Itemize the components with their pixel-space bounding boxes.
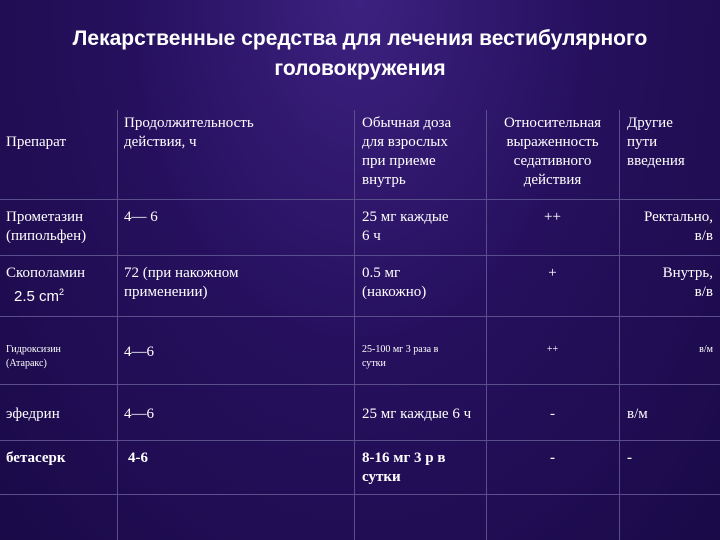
header-routes [627,114,685,171]
header-dose-line: Обычная доза [362,115,452,131]
row-divider [0,384,720,385]
patch-size [6,283,85,306]
row-divider [0,199,720,200]
header-sedation-line: выраженность [506,134,599,150]
title-line-1: Лекарственные средства для лечения вестибулярного [72,27,648,50]
title-line-2: головокружения [274,57,446,80]
row-2-routes [619,264,713,302]
row-3-sedation: ++ [546,344,559,355]
header-dose-line: при приеме [362,153,436,169]
drug-name-line: (Атаракс) [6,358,47,369]
row-3-dose [362,343,438,371]
dose-line: 0.5 мг [362,265,401,281]
row-1-dose [362,208,449,246]
row-divider [0,255,720,256]
row-5-drug: бетасерк [6,450,66,466]
row-5-duration: 4-6 [128,450,148,466]
column-divider [354,110,355,540]
header-dose [362,114,451,190]
dose-line: 6 ч [362,228,381,244]
dose-line: 25-100 мг 3 раза в [362,344,439,355]
row-5-sedation: - [550,450,555,466]
row-divider [0,494,720,495]
header-sedation-line: действия [523,172,582,188]
row-2-drug [6,264,85,306]
row-1-sedation: ++ [544,209,561,225]
row-2-sedation: + [548,265,557,281]
row-2-dose [362,264,426,302]
route-line: Внутрь, [662,265,713,281]
row-5-routes: - [627,450,632,466]
dose-line: сутки [362,469,401,485]
header-dose-line: для взрослых [362,134,448,150]
patch-size-value: 2.5 cm [14,288,60,305]
dose-line: 25 мг каждые [362,209,449,225]
row-divider [0,440,720,441]
header-sedation [486,114,619,190]
row-2-duration [124,264,239,302]
drug-name-line: (пипольфен) [6,228,87,244]
column-divider [619,110,620,540]
dose-line: сутки [362,358,386,369]
row-4-dose: 25 мг каждые 6 ч [362,406,472,422]
dose-line: (накожно) [362,284,427,300]
drug-name-line: Прометазин [6,209,84,225]
row-1-routes [619,208,713,246]
row-4-routes: в/м [627,406,648,422]
header-drug: Препарат [6,134,66,150]
duration-line: 72 (при накожном [124,265,239,281]
header-sedation-line: седативного [513,153,592,169]
drug-name-line: Гидроксизин [6,344,61,355]
route-line: Ректально, [643,209,713,225]
row-3-routes: в/м [699,344,713,355]
column-divider [117,110,118,540]
row-3-drug [6,343,61,371]
header-routes-line: Другие [627,115,673,131]
row-5-dose [362,449,445,487]
row-4-duration: 4—6 [124,406,154,422]
row-4-drug: эфедрин [6,406,60,422]
patch-size-exponent: 2 [59,287,65,297]
row-divider [0,316,720,317]
header-duration-line: Продолжительность [124,115,254,131]
row-1-duration: 4— 6 [124,209,158,225]
header-routes-line: введения [627,153,685,169]
header-duration [124,114,254,152]
route-line: в/в [694,284,713,300]
drug-name-line: Скополамин [6,265,86,281]
row-3-duration: 4—6 [124,344,154,360]
dose-line: 8-16 мг 3 р в [362,450,446,466]
duration-line: применении) [124,284,208,300]
row-1-drug [6,208,86,246]
header-duration-line: действия, ч [124,134,197,150]
header-sedation-line: Относительная [503,115,602,131]
header-routes-line: пути [627,134,658,150]
row-4-sedation: - [550,406,555,422]
header-dose-line: внутрь [362,172,406,188]
route-line: в/в [694,228,713,244]
